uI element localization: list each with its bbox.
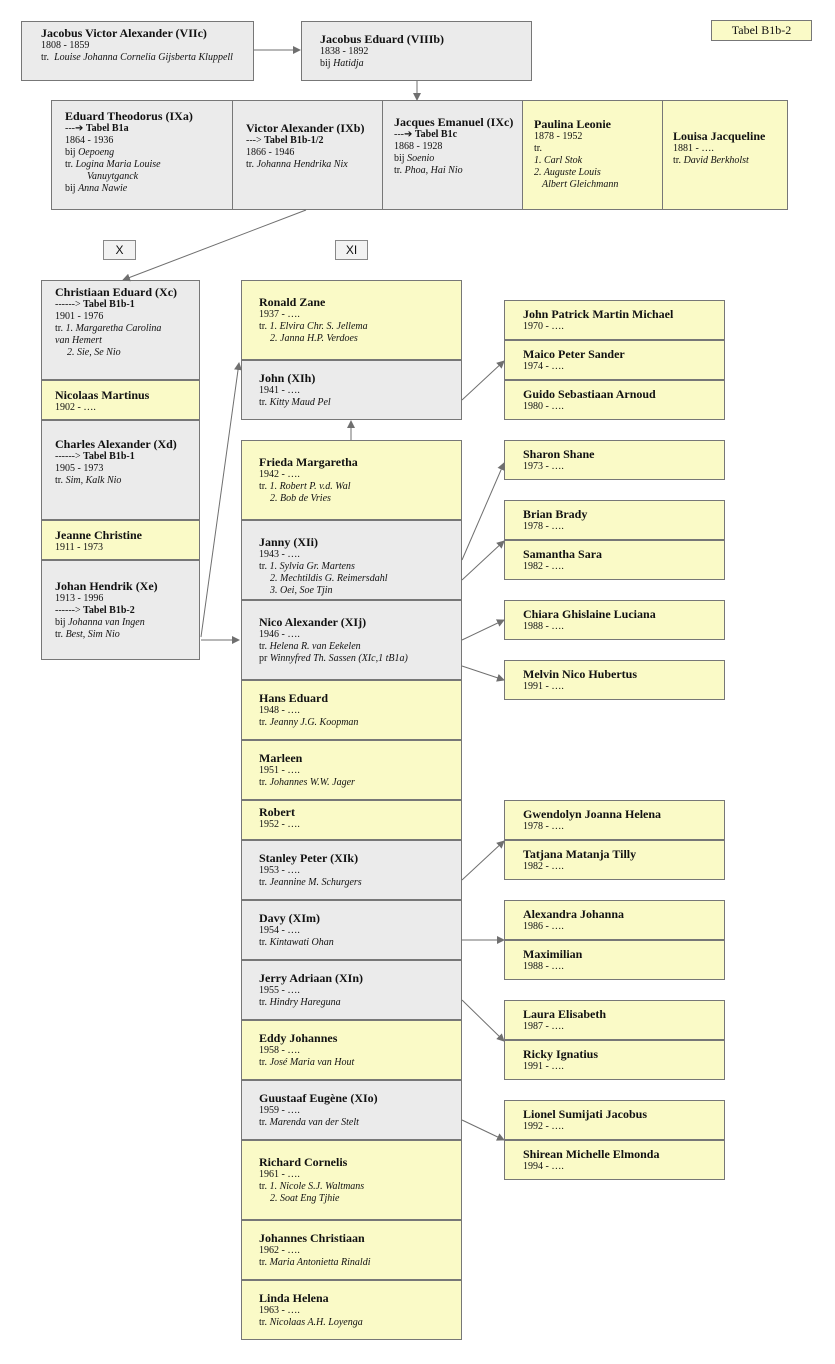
person-name: Maico Peter Sander (523, 347, 625, 361)
spouse-prefix: tr. (259, 777, 268, 788)
person-dates: 1902 - …. (55, 402, 96, 413)
connector-arrow (462, 666, 504, 680)
spouse-name: Logina Maria Louise (75, 159, 161, 170)
spouse-name: Jeanny J.G. Koopman (269, 717, 359, 728)
spouse-prefix: tr. (259, 877, 268, 888)
person-name: Shirean Michelle Elmonda (523, 1147, 660, 1161)
spouse-name: Johanna Hendrika Nix (256, 159, 348, 170)
person-name: John Patrick Martin Michael (523, 307, 674, 321)
person-name: Paulina Leonie (534, 117, 612, 131)
person-name: Gwendolyn Joanna Helena (523, 807, 662, 821)
person-dates: 1941 - …. (259, 385, 300, 396)
spouse-name: Kintawati Ohan (269, 937, 334, 948)
person-name: Guido Sebastiaan Arnoud (523, 387, 656, 401)
person-dates: 1808 - 1859 (41, 40, 90, 51)
generation-marker-x: X (103, 240, 136, 260)
person-name: Stanley Peter (XIk) (259, 851, 359, 865)
table-reference: Tabel B1b-1/2 (264, 135, 324, 146)
spouse-prefix: tr. (259, 1257, 268, 1268)
connector-arrow (462, 841, 504, 880)
person-dates: 1959 - …. (259, 1105, 300, 1116)
person-dates: 1948 - …. (259, 705, 300, 716)
connector-arrow (123, 210, 306, 280)
person-dates: 1991 - …. (523, 1061, 564, 1072)
person-name: Davy (XIm) (259, 911, 320, 925)
spouse-name: 1. Nicole S.J. Waltmans (269, 1181, 365, 1192)
person-dates: 1868 - 1928 (394, 141, 443, 152)
person-dates: 1881 - …. (673, 143, 714, 154)
connector-arrow (462, 541, 504, 580)
spouse-prefix: bij (65, 147, 76, 158)
spouse-prefix: bij (394, 153, 405, 164)
spouse-name: 1. Carl Stok (534, 155, 583, 166)
spouse-prefix: tr. (65, 159, 74, 170)
spouse-name: Hindry Hareguna (269, 997, 341, 1008)
person-dates: 1987 - …. (523, 1021, 564, 1032)
spouse-name-cont: van Hemert (55, 335, 102, 346)
spouse-prefix: tr. (55, 629, 64, 640)
person-name: Christiaan Eduard (Xc) (55, 285, 178, 299)
person-dates: 1970 - …. (523, 321, 564, 332)
table-reference: Tabel B1c (414, 129, 458, 140)
person-dates: 1961 - …. (259, 1169, 300, 1180)
table-reference: Tabel B1a (85, 123, 129, 134)
person-dates: 1952 - …. (259, 819, 300, 830)
person-name: Nico Alexander (XIj) (259, 615, 367, 629)
spouse-prefix: tr. (41, 52, 50, 63)
spouse-prefix: tr. (259, 937, 268, 948)
spouse-prefix: tr. (259, 481, 268, 492)
spouse-name: Marenda van der Stelt (269, 1117, 359, 1128)
spouse-prefix: tr. (534, 143, 543, 154)
spouse-prefix: tr. (246, 159, 255, 170)
spouse-name-cont: Vanuytganck (87, 171, 139, 182)
generation-marker-xi: XI (335, 240, 368, 260)
table-reference: Tabel B1b-1 (83, 451, 135, 462)
connector-arrow (462, 1120, 504, 1140)
spouse-name: Helena R. van Eekelen (269, 641, 361, 652)
spouse-prefix: tr. (259, 561, 268, 572)
spouse-prefix: tr. (259, 641, 268, 652)
person-dates: 1982 - …. (523, 561, 564, 572)
person-dates: 1963 - …. (259, 1305, 300, 1316)
spouse-name: Sim, Kalk Nio (65, 475, 122, 486)
spouse-name: Johannes W.W. Jager (269, 777, 355, 788)
spouse-name: 2. Bob de Vries (270, 493, 331, 504)
person-name: Brian Brady (523, 507, 588, 521)
spouse-prefix: tr. (673, 155, 682, 166)
person-name: Jacobus Victor Alexander (VIIc) (41, 26, 207, 40)
person-name: Ronald Zane (259, 295, 326, 309)
person-dates: 1946 - …. (259, 629, 300, 640)
person-name: Marleen (259, 751, 303, 765)
person-name: Eddy Johannes (259, 1031, 338, 1045)
person-name: Guustaaf Eugène (XIo) (259, 1091, 378, 1105)
person-dates: 1955 - …. (259, 985, 300, 996)
spouse-prefix: tr. (259, 1317, 268, 1328)
person-name: Richard Cornelis (259, 1155, 348, 1169)
person-dates: 1992 - …. (523, 1121, 564, 1132)
spouse-prefix: tr. (259, 997, 268, 1008)
spouse-prefix: tr. (259, 1181, 268, 1192)
spouse-name: Phoa, Hai Nio (404, 165, 463, 176)
person-dates: 1942 - …. (259, 469, 300, 480)
spouse-name: 2. Mechtildis G. Reimersdahl (270, 573, 388, 584)
person-name: Ricky Ignatius (523, 1047, 599, 1061)
person-dates: 1937 - …. (259, 309, 300, 320)
ref-arrow: ------> (55, 605, 81, 616)
person-dates: 1974 - …. (523, 361, 564, 372)
person-name: Charles Alexander (Xd) (55, 437, 177, 451)
person-dates: 1978 - …. (523, 521, 564, 532)
person-dates: 1864 - 1936 (65, 135, 114, 146)
person-name: Linda Helena (259, 1291, 329, 1305)
connector-arrow (462, 463, 504, 560)
spouse-name: 2. Soat Eng Tjhie (270, 1193, 340, 1204)
spouse-name: Oepoeng (78, 147, 115, 158)
person-name: Robert (259, 805, 295, 819)
spouse-name: Maria Antonietta Rinaldi (269, 1257, 371, 1268)
spouse-name: Anna Nawie (78, 183, 128, 194)
spouse-name: 1. Robert P. v.d. Wal (269, 481, 351, 492)
person-dates: 1988 - …. (523, 621, 564, 632)
person-dates: 1866 - 1946 (246, 147, 295, 158)
spouse-name: Soenio (407, 153, 435, 164)
connector-arrow (462, 361, 504, 400)
person-name: Eduard Theodorus (IXa) (65, 109, 193, 123)
spouse-name-cont: Albert Gleichmann (542, 179, 619, 190)
person-name: Victor Alexander (IXb) (246, 121, 365, 135)
spouse-name: 1. Margaretha Carolina (65, 323, 162, 334)
person-dates: 1986 - …. (523, 921, 564, 932)
spouse-prefix: tr. (259, 717, 268, 728)
spouse-name: 2. Janna H.P. Verdoes (270, 333, 358, 344)
person-dates: 1878 - 1952 (534, 131, 583, 142)
spouse-name: Kitty Maud Pel (269, 397, 331, 408)
spouse-name: Hatidja (333, 58, 364, 69)
person-dates: 1943 - …. (259, 549, 300, 560)
person-dates: 1958 - …. (259, 1045, 300, 1056)
person-dates: 1953 - …. (259, 865, 300, 876)
table-reference: Tabel B1b-2 (83, 605, 135, 616)
ref-arrow: ---➔ (394, 129, 413, 140)
person-name: Tatjana Matanja Tilly (523, 847, 637, 861)
spouse-prefix: tr. (55, 323, 64, 334)
person-dates: 1901 - 1976 (55, 311, 104, 322)
spouse-prefix: tr. (394, 165, 403, 176)
spouse-name: David Berkholst (683, 155, 749, 166)
spouse-name: Nicolaas A.H. Loyenga (269, 1317, 363, 1328)
person-name: Jerry Adriaan (XIn) (259, 971, 363, 985)
person-dates: 1962 - …. (259, 1245, 300, 1256)
spouse-prefix: tr. (259, 321, 268, 332)
spouse-prefix: tr. (259, 397, 268, 408)
person-dates: 1982 - …. (523, 861, 564, 872)
table-label: Tabel B1b-2 (711, 20, 812, 41)
spouse-name: 1. Elvira Chr. S. Jellema (269, 321, 368, 332)
ref-arrow: ------> (55, 451, 81, 462)
person-name: Alexandra Johanna (523, 907, 625, 921)
spouse-name: Johanna van Ingen (68, 617, 145, 628)
person-name: Jeanne Christine (55, 528, 142, 542)
person-dates: 1980 - …. (523, 401, 564, 412)
person-name: John (XIh) (259, 371, 316, 385)
spouse-prefix: bij (320, 58, 331, 69)
person-name: Louisa Jacqueline (673, 129, 766, 143)
person-name: Johannes Christiaan (259, 1231, 365, 1245)
person-name: Janny (XIi) (259, 535, 319, 549)
connector-arrow (201, 363, 239, 637)
spouse-name: 1. Sylvia Gr. Martens (269, 561, 355, 572)
connector-arrow (462, 1000, 504, 1041)
spouse-prefix: pr (259, 653, 268, 664)
ref-arrow: ------> (55, 299, 81, 310)
spouse-name: Louise Johanna Cornelia Gijsberta Kluppell (54, 52, 233, 63)
person-name: Sharon Shane (523, 447, 595, 461)
person-name: Chiara Ghislaine Luciana (523, 607, 656, 621)
person-dates: 1973 - …. (523, 461, 564, 472)
person-dates: 1951 - …. (259, 765, 300, 776)
person-name: Samantha Sara (523, 547, 603, 561)
table-reference: Tabel B1b-1 (83, 299, 135, 310)
spouse-prefix: tr. (259, 1057, 268, 1068)
person-dates: 1994 - …. (523, 1161, 564, 1172)
person-name: Lionel Sumijati Jacobus (523, 1107, 648, 1121)
spouse-name: Jeannine M. Schurgers (269, 877, 362, 888)
ref-arrow: ---> (246, 135, 262, 146)
spouse-name: José Maria van Hout (269, 1057, 355, 1068)
spouse-name: Best, Sim Nio (65, 629, 120, 640)
spouse-prefix: bij (65, 183, 76, 194)
person-name: Jacques Emanuel (IXc) (394, 115, 514, 129)
spouse-name: 2. Sie, Se Nio (67, 347, 121, 358)
person-name: Nicolaas Martinus (55, 388, 150, 402)
person-name: Laura Elisabeth (523, 1007, 607, 1021)
person-dates: 1911 - 1973 (55, 542, 103, 553)
person-name: Maximilian (523, 947, 583, 961)
spouse-name: Winnyfred Th. Sassen (XIc,1 tB1a) (269, 653, 408, 664)
person-name: Frieda Margaretha (259, 455, 358, 469)
person-dates: 1954 - …. (259, 925, 300, 936)
spouse-name: 3. Oei, Soe Tjin (270, 585, 333, 596)
person-dates: 1991 - …. (523, 681, 564, 692)
person-name: Jacobus Eduard (VIIIb) (320, 32, 445, 46)
person-dates: 1838 - 1892 (320, 46, 369, 57)
person-name: Hans Eduard (259, 691, 329, 705)
spouse-prefix: bij (55, 617, 66, 628)
person-dates: 1988 - …. (523, 961, 564, 972)
spouse-prefix: tr. (55, 475, 64, 486)
connector-arrow (462, 620, 504, 640)
ref-arrow: ---➔ (65, 123, 84, 134)
person-name: Melvin Nico Hubertus (523, 667, 637, 681)
person-name: Johan Hendrik (Xe) (55, 579, 158, 593)
spouse-prefix: tr. (259, 1117, 268, 1128)
spouse-name: 2. Auguste Louis (534, 167, 601, 178)
person-dates: 1978 - …. (523, 821, 564, 832)
person-dates: 1913 - 1996 (55, 593, 104, 604)
person-dates: 1905 - 1973 (55, 463, 104, 474)
